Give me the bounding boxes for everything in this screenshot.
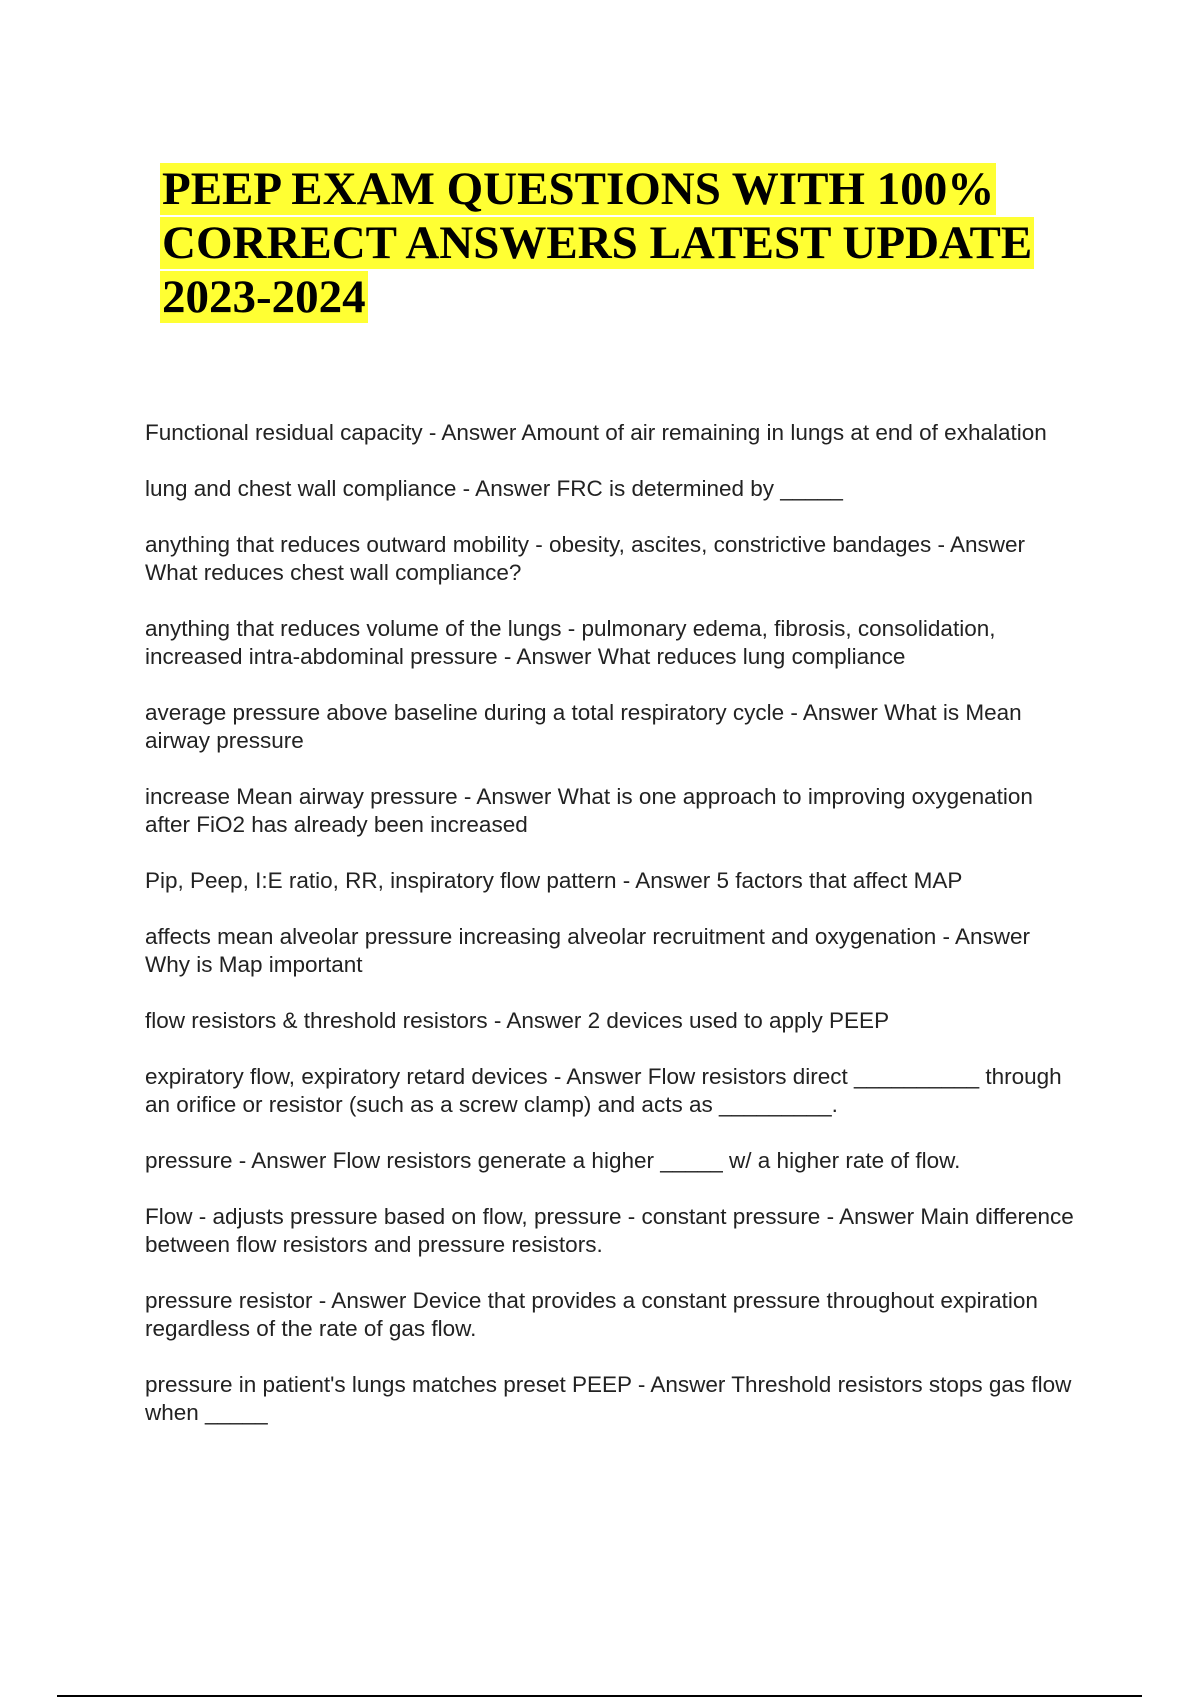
qa-list — [145, 419, 1075, 1455]
qa-item: anything that reduces outward mobility - obesity, ascites, constrictive bandages - Answer What reduces chest wall compliance? — [145, 532, 1026, 585]
qa-item: increase Mean airway pressure - Answer What is one approach to improving oxygenation after FiO2 has already been increased — [145, 784, 1033, 837]
qa-item: flow resistors & threshold resistors - Answer 2 devices used to apply PEEP — [145, 1008, 890, 1033]
qa-item: anything that reduces volume of the lungs - pulmonary edema, fibrosis, consolidation, increased intra-abdominal pressure - Answer What reduces lung compliance — [145, 616, 996, 669]
title-block — [160, 162, 1090, 324]
qa-item: pressure in patient's lungs matches preset PEEP - Answer Threshold resistors stops gas flow when _____ — [145, 1372, 1072, 1425]
qa-item: Flow - adjusts pressure based on flow, pressure - constant pressure - Answer Main difference between flow resistors and pressure resistors. — [145, 1204, 1074, 1257]
qa-item: Functional residual capacity - Answer Amount of air remaining in lungs at end of exhalation — [145, 420, 1047, 445]
qa-item: lung and chest wall compliance - Answer FRC is determined by _____ — [145, 476, 843, 501]
qa-item: average pressure above baseline during a total respiratory cycle - Answer What is Mean airway pressure — [145, 700, 1022, 753]
qa-item: pressure - Answer Flow resistors generate a higher _____ w/ a higher rate of flow. — [145, 1148, 961, 1173]
qa-item: expiratory flow, expiratory retard devices - Answer Flow resistors direct __________ through an orifice or resistor (such as a screw clamp) and acts as _________. — [145, 1064, 1062, 1117]
footer-divider — [57, 1695, 1142, 1697]
title-highlight: PEEP EXAM QUESTIONS WITH 100% CORRECT ANSWERS LATEST UPDATE 2023-2024 — [162, 163, 1033, 323]
qa-item: affects mean alveolar pressure increasing alveolar recruitment and oxygenation - Answer Why is Map important — [145, 924, 1031, 977]
qa-item: Pip, Peep, I:E ratio, RR, inspiratory flow pattern - Answer 5 factors that affect MAP — [145, 868, 963, 893]
document-title — [160, 162, 1090, 324]
qa-item: pressure resistor - Answer Device that provides a constant pressure throughout expiration regardless of the rate of gas flow. — [145, 1288, 1038, 1341]
